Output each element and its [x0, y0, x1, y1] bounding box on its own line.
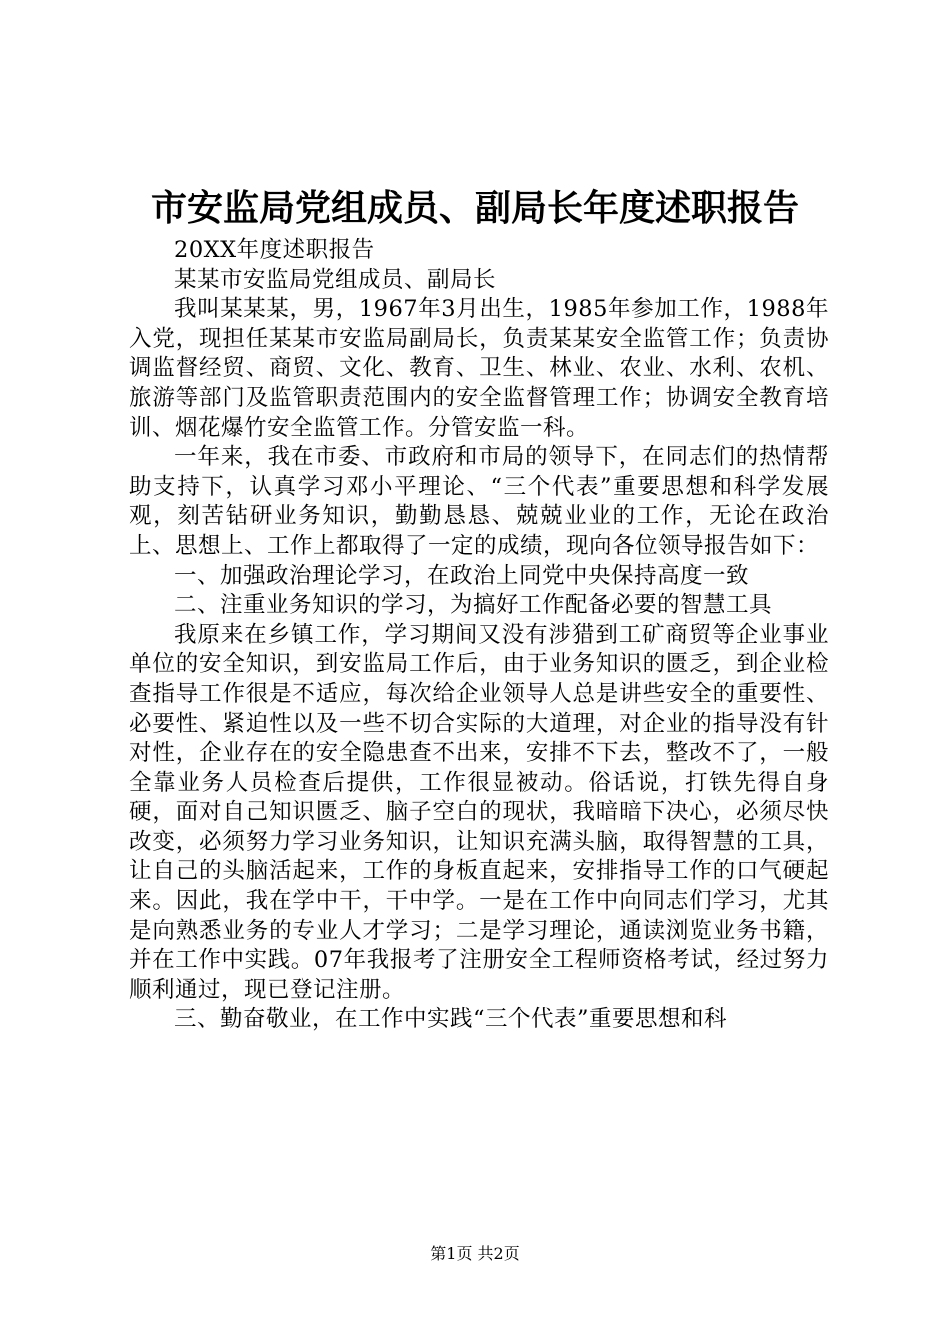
report-subtitle: 20XX年度述职报告: [174, 237, 375, 263]
page-footer: 第1页 共2页: [430, 1244, 520, 1263]
section-heading-3: 三、勤奋敬业，在工作中实践“三个代表”重要思想和科: [174, 1006, 728, 1033]
document-title: 市安监局党组成员、副局长年度述职报告: [150, 187, 799, 229]
paragraph-summary: 一年来，我在市委、市政府和市局的领导下，在同志们的热情帮助支持下，认真学习邓小平理论、“三个代表”重要思想和科学发展观，刻苦钻研业务知识，勤勤恳恳、兢兢业业的工作，无论在政治上、思想上、工作上都取得了一定的成绩，现向各位领导报告如下：: [129, 444, 829, 559]
paragraph-intro: 我叫某某某，男，1967年3月出生，1985年参加工作，1988年入党，现担任某某市安监局副局长，负责某某安全监管工作；负责协调监督经贸、商贸、文化、教育、卫生、林业、农业、水利、农机、旅游等部门及监管职责范围内的安全监督管理工作；协调安全教育培训、烟花爆竹安全监管工作。分管安监一科。: [129, 296, 829, 441]
author-position: 某某市安监局党组成员、副局长: [174, 266, 497, 293]
section-heading-2: 二、注重业务知识的学习，为搞好工作配备必要的智慧工具: [174, 592, 773, 619]
section-heading-1: 一、加强政治理论学习，在政治上同党中央保持高度一致: [174, 562, 750, 589]
paragraph-learning: 我原来在乡镇工作，学习期间又没有涉猎到工矿商贸等企业事业单位的安全知识，到安监局工作后，由于业务知识的匮乏，到企业检查指导工作很是不适应，每次给企业领导人总是讲些安全的重要性、必要性、紧迫性以及一些不切合实际的大道理，对企业的指导没有针对性，企业存在的安全隐患查不出来，安排不下去，整改不了，一般全靠业务人员检查后提供，工作很显被动。俗话说，打铁先得自身硬，面对自己知识匮乏、脑子空白的现状，我暗暗下决心，必须尽快改变，必须努力学习业务知识，让知识充满头脑，取得智慧的工具，让自己的头脑活起来，工作的身板直起来，安排指导工作的口气硬起来。因此，我在学中干，干中学。一是在工作中向同志们学习，尤其是向熟悉业务的专业人才学习；二是学习理论，通读浏览业务书籍，并在工作中实践。07年我报考了注册安全工程师资格考试，经过努力顺利通过，现已登记注册。: [129, 621, 829, 1003]
document-body: [129, 236, 829, 1035]
